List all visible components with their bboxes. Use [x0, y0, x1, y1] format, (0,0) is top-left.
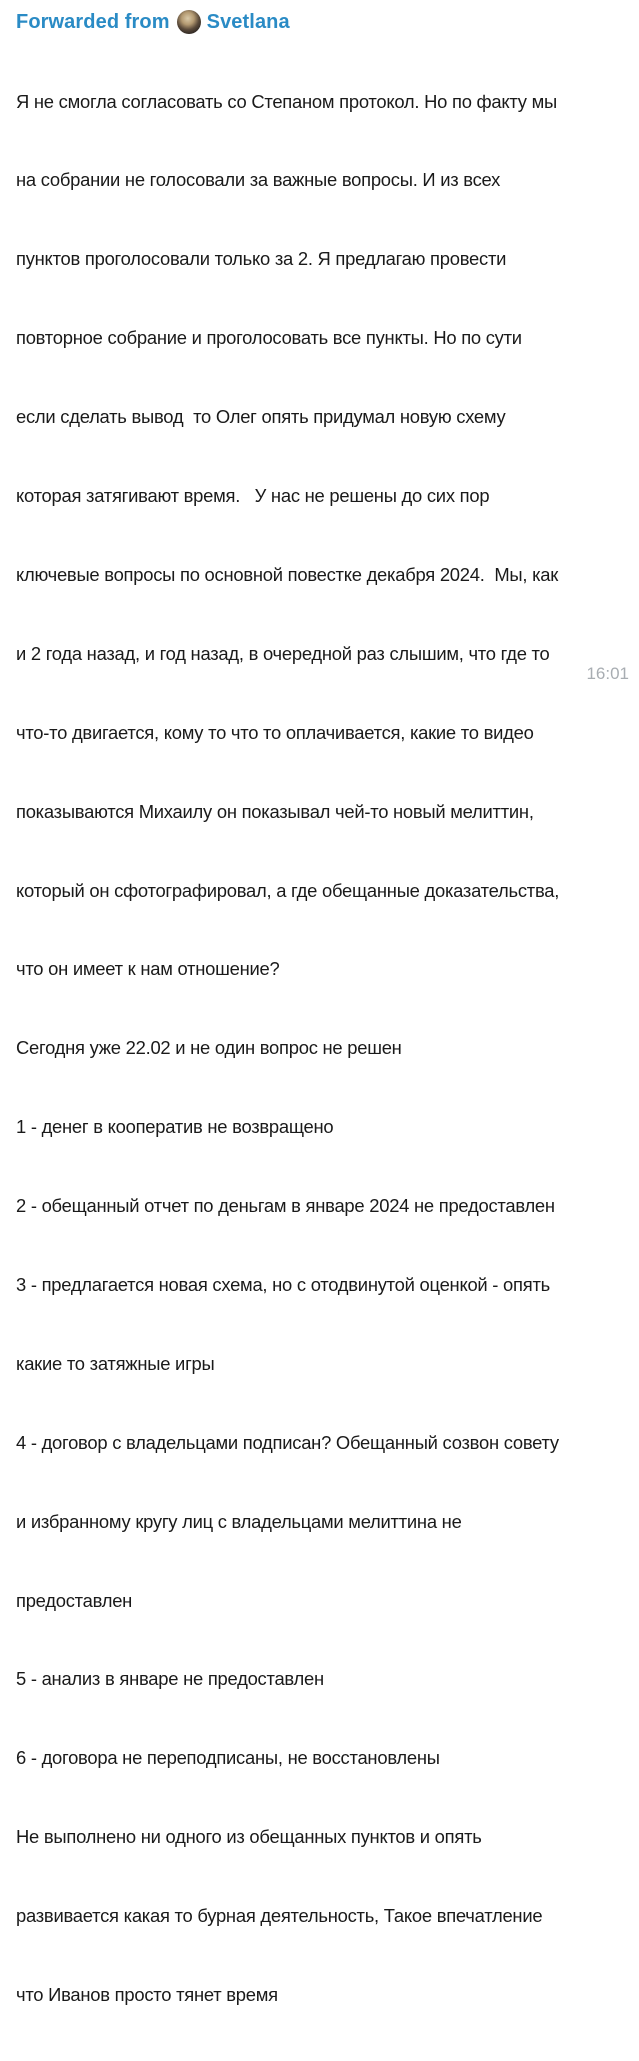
message-timestamp: 16:01: [586, 664, 629, 683]
message-line: и 2 года назад, и год назад, в очередной раз слышим, что где то: [16, 642, 550, 664]
forwarded-label: Forwarded from: [16, 10, 170, 33]
message-line: и избранному кругу лиц с владельцами мелиттина не: [16, 1510, 462, 1532]
message-text: [16, 36, 629, 2061]
message-line: что-то двигается, кому то что то оплачивается, какие то видео: [16, 721, 534, 743]
message-line: что Иванов просто тянет время: [16, 1983, 278, 2005]
message-line: пунктов проголосовали только за 2. Я предлагаю провести: [16, 248, 507, 270]
message-line: 5 - анализ в январе не предоставлен: [16, 1668, 324, 1690]
sender-name[interactable]: Svetlana: [206, 10, 290, 33]
message-line: Не выполнено ни одного из обещанных пунктов и опять: [16, 1826, 482, 1848]
forwarded-header[interactable]: [16, 8, 629, 36]
message-line: что он имеет к нам отношение?: [16, 958, 280, 980]
message-line: развивается какая то бурная деятельность, Такое впечатление: [16, 1905, 543, 1927]
message-line: 1 - денег в кооператив не возвращено: [16, 1116, 334, 1138]
message-line: показываются Михаилу он показывал чей-то новый мелиттин,: [16, 800, 534, 822]
message-line: повторное собрание и проголосовать все пункты. Но по сути: [16, 327, 522, 349]
message-line: Я не смогла согласовать со Степаном протокол. Но по факту мы: [16, 90, 557, 112]
message-line: 3 - предлагается новая схема, но с отодвинутой оценкой - опять: [16, 1273, 550, 1295]
message-line: 4 - договор с владельцами подписан? Обещанный созвон совету: [16, 1431, 559, 1453]
message-line: предоставлен: [16, 1589, 133, 1611]
message-line: какие то затяжные игры: [16, 1352, 215, 1374]
message-line: 2 - обещанный отчет по деньгам в январе 2024 не предоставлен: [16, 1195, 555, 1217]
sender-avatar[interactable]: [177, 10, 201, 34]
message-line: 6 - договора не переподписаны, не восстановлены: [16, 1747, 440, 1769]
message-line: если сделать вывод то Олег опять придумал новую схему: [16, 406, 506, 428]
message-line: ключевые вопросы по основной повестке декабря 2024. Мы, как: [16, 563, 559, 585]
message-line: которая затягивают время. У нас не решены до сих пор: [16, 485, 490, 507]
message-line: который он сфотографировал, а где обещанные доказательства,: [16, 879, 560, 901]
message-line: на собрании не голосовали за важные вопросы. И из всех: [16, 169, 501, 191]
message-line: Сегодня уже 22.02 и не один вопрос не решен: [16, 1037, 402, 1059]
